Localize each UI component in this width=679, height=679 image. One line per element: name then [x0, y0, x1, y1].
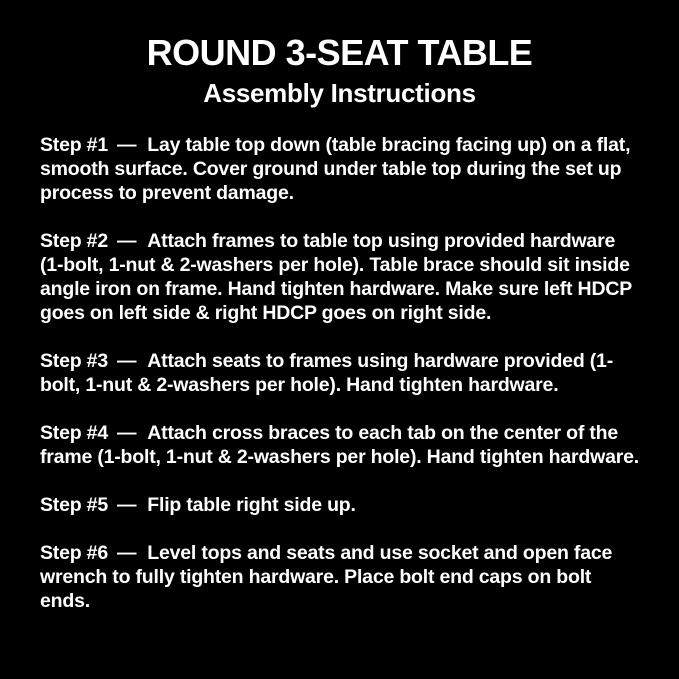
step-text: Attach frames to table top using provided hardware (1-bolt, 1-nut & 2-washers per hole). Table brace should sit inside angle iron on frame. Hand tighten hardware. Make sure left HDCP goes on left side & right HDCP goes on right side. [40, 230, 632, 325]
step-text: Lay table top down (table bracing facing up) on a flat, smooth surface. Cover ground under table top during the set up process to prevent damage. [40, 134, 631, 205]
step-text: Attach cross braces to each tab on the center of the frame (1-bolt, 1-nut & 2-washers per hole). Hand tighten hardware. [40, 422, 639, 469]
em-dash: — [116, 494, 137, 517]
em-dash: — [116, 542, 137, 565]
steps-list [40, 133, 639, 613]
step-label: Step #3 [40, 350, 108, 373]
step-text: Level tops and seats and use socket and open face wrench to fully tighten hardware. Place bolt end caps on bolt ends. [40, 542, 613, 613]
step-paragraph-3 [40, 349, 639, 397]
step-label: Step #1 [40, 134, 108, 157]
step-paragraph-6 [40, 541, 639, 613]
em-dash: — [116, 134, 137, 157]
header [40, 34, 639, 107]
step-paragraph-5 [40, 493, 639, 517]
em-dash: — [116, 230, 137, 253]
em-dash: — [116, 350, 137, 373]
step-text: Attach seats to frames using hardware provided (1-bolt, 1-nut & 2-washers per hole). Hand tighten hardware. [40, 350, 613, 397]
step-label: Step #6 [40, 542, 108, 565]
em-dash: — [116, 422, 137, 445]
step-text: Flip table right side up. [147, 494, 356, 517]
step-label: Step #2 [40, 230, 108, 253]
page-subtitle: Assembly Instructions [203, 77, 476, 108]
step-label: Step #5 [40, 494, 108, 517]
step-paragraph-1 [40, 133, 639, 205]
step-paragraph-4 [40, 421, 639, 469]
step-label: Step #4 [40, 422, 108, 445]
page-title: ROUND 3-SEAT TABLE [146, 32, 533, 73]
step-paragraph-2 [40, 229, 639, 325]
